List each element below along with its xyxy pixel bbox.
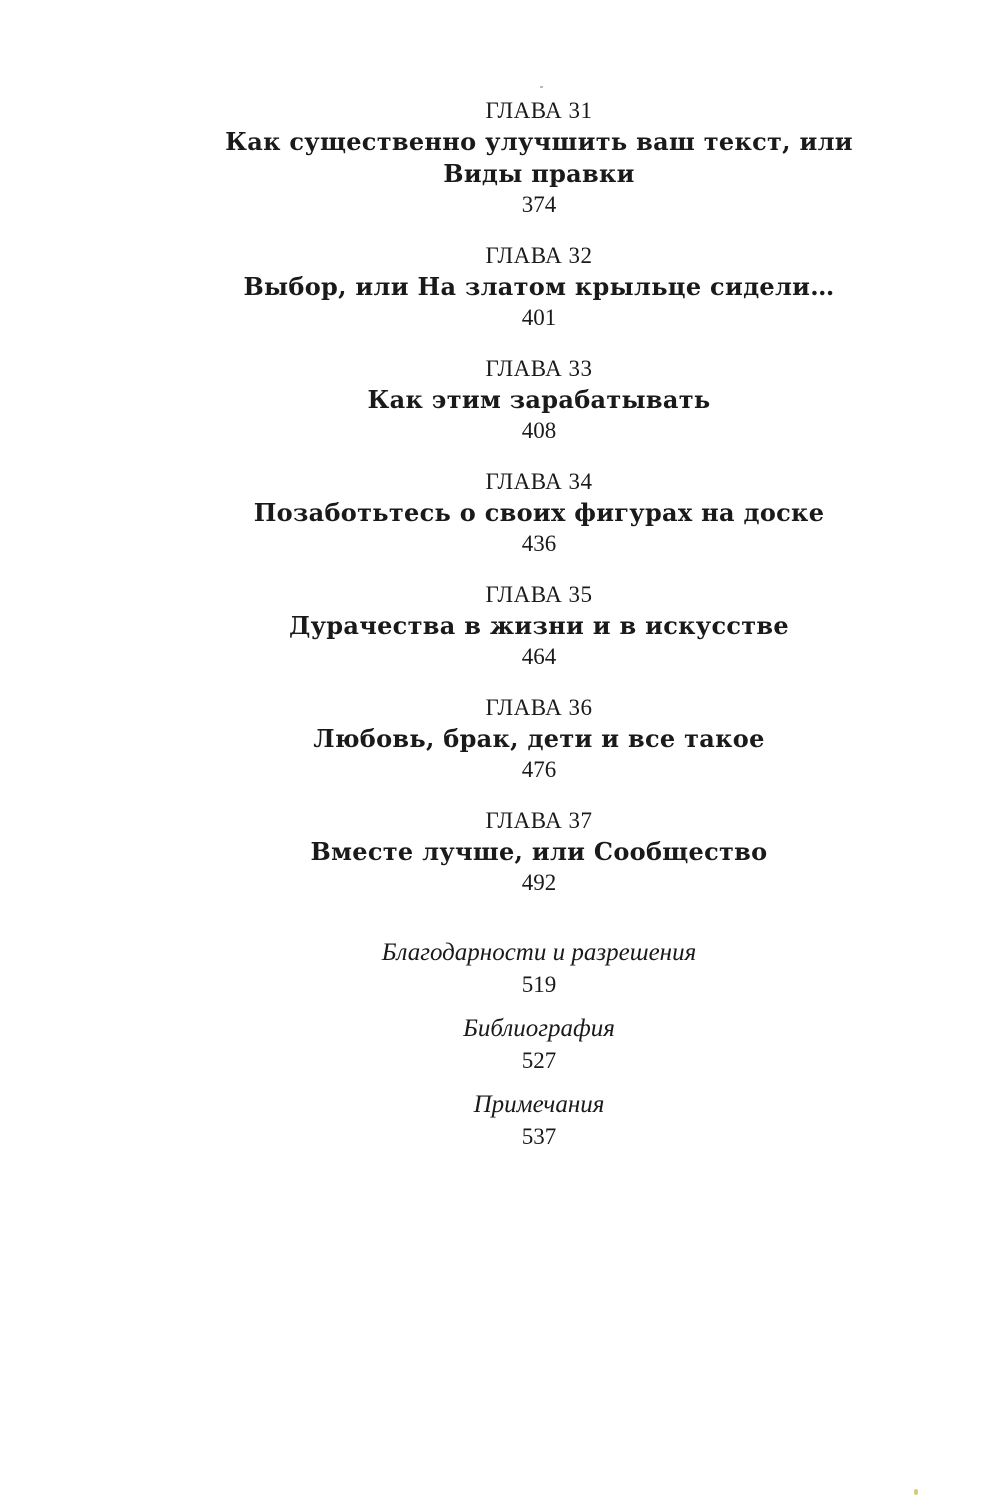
chapter-title: Выбор, или На златом крыльце сидели… [243,272,835,301]
toc-entry-notes [0,1088,1000,1152]
backmatter-title: Библиография [463,1015,615,1042]
toc-entry-chapter-34 [0,467,1000,559]
toc-entry-chapter-33 [0,354,1000,446]
chapter-label: ГЛАВА 37 [485,808,593,833]
chapter-label: ГЛАВА 31 [485,98,593,123]
chapter-title: Как этим зарабатывать [367,385,711,414]
backmatter-title: Примечания [473,1091,605,1118]
toc-entry-bibliography [0,1012,1000,1076]
chapter-title: Дурачества в жизни и в искусстве [289,611,789,640]
toc-entry-chapter-32 [0,241,1000,333]
chapter-label: ГЛАВА 32 [485,243,593,268]
chapter-title [0,126,1000,190]
toc-entry-acknowledgments [0,936,1000,1000]
toc-entry-chapter-35 [0,580,1000,672]
chapter-title: Вместе лучше, или Сообщество [310,837,768,866]
chapter-title: Любовь, брак, дети и все такое [313,724,765,753]
backmatter-title: Благодарности и разрешения [381,939,697,966]
table-of-contents [0,96,1000,919]
backmatter-list [0,936,1000,1164]
chapter-page-number: 436 [521,531,557,556]
chapter-title-line: Как существенно улучшить ваш текст, или [225,127,853,156]
toc-entry-chapter-36 [0,693,1000,785]
chapter-label: ГЛАВА 33 [485,356,593,381]
chapter-page-number: 464 [521,644,557,669]
toc-entry-chapter-37 [0,806,1000,898]
chapter-label: ГЛАВА 34 [485,469,593,494]
chapter-label: ГЛАВА 35 [485,582,593,607]
chapter-label: ГЛАВА 36 [485,695,593,720]
chapter-page-number: 476 [521,757,557,782]
backmatter-page-number: 537 [521,1124,557,1149]
chapter-page-number: 408 [521,418,557,443]
chapter-page-number: 374 [521,192,557,217]
chapter-page-number: 492 [521,870,557,895]
chapter-title-line: Виды правки [443,159,635,188]
chapter-page-number: 401 [521,305,557,330]
backmatter-page-number: 519 [521,972,557,997]
chapter-title: Позаботьтесь о своих фигурах на доске [253,498,825,527]
print-speck [914,1489,918,1495]
print-speck [540,86,543,88]
backmatter-page-number: 527 [521,1048,557,1073]
toc-entry-chapter-31 [0,96,1000,220]
